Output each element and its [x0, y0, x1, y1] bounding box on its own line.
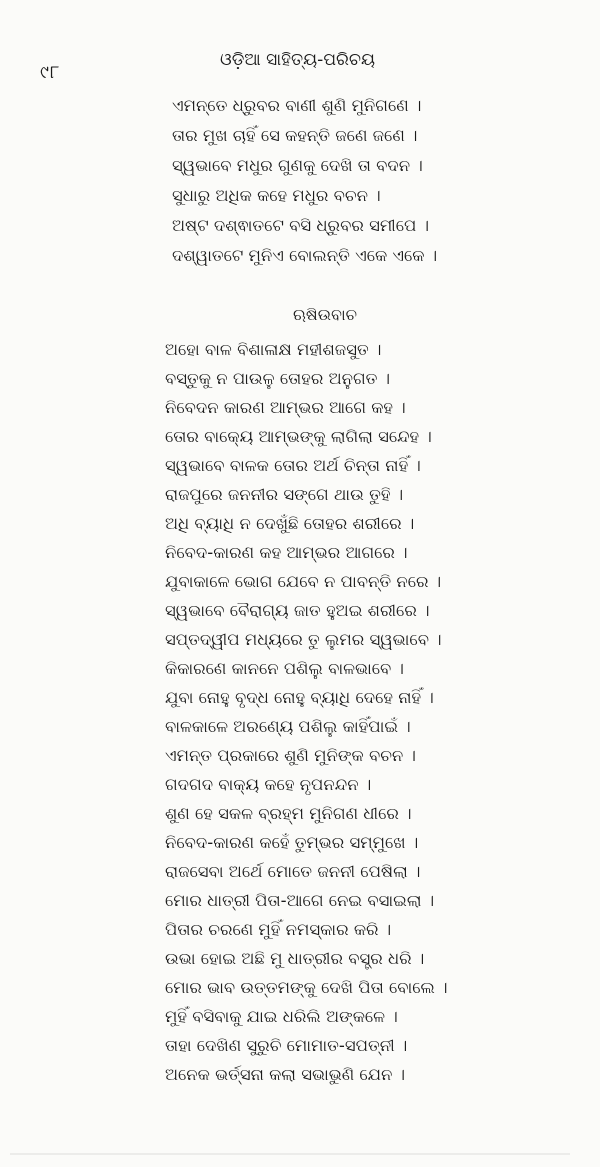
verse-line: ରାଜପୁରେ ଜନନୀର ସଙ୍ଗେ ଥାଉ ତୁହି ।	[165, 485, 404, 504]
verse-line: ଅଧି ବ୍ୟାଧି ନ ଦେଖୁଁଛି ତୋହର ଶରୀରେ ।	[165, 514, 415, 533]
verse-line: ଦଶ୍ୱାତଟେ ମୁନିଏ ବୋଲନ୍ତି ଏକେ ଏକେ ।	[172, 246, 438, 265]
verse-line: ନିବେଦନ କାରଣ ଆମ୍ଭର ଆଗେ କହ ।	[165, 398, 406, 417]
verse-line: ଯୁବାକାଳେ ଭୋଗ ଯେବେ ନ ପାବନ୍ତି ନରେ ।	[165, 572, 442, 591]
page-edge-shadow	[10, 1153, 570, 1155]
verse-line: ନିବେଦ-କାରଣ କହେଁ ତୁମ୍ଭର ସମ୍ମୁଖେ ।	[165, 833, 419, 852]
verse-line: ମୋର ଭାବ ଉତ୍ତମଙ୍କୁ ଦେଖି ପିତା ବୋଲେ ।	[165, 978, 448, 997]
verse-line: ଏମନ୍ତ ପ୍ରକାରେ ଶୁଣି ମୁନିଙ୍କ ବଚନ ।	[165, 746, 416, 765]
verse-line: ମୋର ଧାତ୍ରୀ ପିତା-ଆଗେ ନେଇ ବସାଇଲା ।	[165, 891, 435, 910]
verse-line: ସ୍ୱଭାବେ ବୈରାଗ୍ୟ ଜାତ ହୁଅଇ ଶରୀରେ ।	[165, 601, 430, 620]
verse-line: ସ୍ୱଭାବେ ମଧୁର ଗୁଣକୁ ଦେଖି ତା ବଦନ ।	[172, 156, 423, 175]
verse-line: ତାହା ଦେଖିଣ ସୁରୁଚି ମୋମାତ-ସପତ୍ନୀ ।	[165, 1036, 408, 1055]
verse-line: ଅଷ୍ଟ ଦଶ୍ଵାତଟେ ବସି ଧ୍ରୁବର ସମୀପେ ।	[172, 216, 430, 235]
verse-line: ସପ୍ତଦ୍ୱୀପ ମଧ୍ୟରେ ତୁ ଲୁମର ସ୍ୱଭାବେ ।	[165, 630, 442, 649]
verse-line: ଅନେକ ଭର୍ତ୍ସନା କଲା ସଭାଭୁଣି ଯେନ ।	[165, 1065, 406, 1084]
verse-line: ସ୍ୱଭାବେ ବାଳକ ତୋର ଅର୍ଥ ଚିନ୍ତା ନାହିଁ ।	[165, 456, 421, 475]
verse-line: ବାଳକାଳେ ଅରଣ୍ୟେ ପଶିଲୁ କାହିଁପାଇଁ ।	[165, 717, 411, 736]
verse-line: ତୋର ବାକ୍ୟେ ଆମ୍ଭଙ୍କୁ ଲାଗିଲା ସନ୍ଦେହ ।	[165, 427, 432, 446]
verse-line: ନିବେଦ-କାରଣ କହ ଆମ୍ଭର ଆଗରେ ।	[165, 543, 408, 562]
verse-line: ଅହୋ ବାଳ ବିଶାଳାକ୍ଷ ମହୀଶଜସୁତ ।	[165, 340, 382, 359]
verse-line: ଏମନ୍ତେ ଧ୍ରୁବର ବାଣୀ ଶୁଣି ମୁନିଗଣେ ।	[172, 96, 422, 115]
verse-line: ଉଭା ହୋଇ ଅଛି ମୁ ଧାତ୍ରୀର ବସ୍ତ୍ର ଧରି ।	[165, 949, 425, 968]
verse-line: ତାର ମୁଖ ଚାହିଁ ସେ କହନ୍ତି ଜଣେ ଜଣେ ।	[172, 126, 418, 145]
verse-line: ମୁହିଁ ବସିବାକୁ ଯାଇ ଧରିଲି ଅଙ୍କଳେ ।	[165, 1007, 398, 1026]
verse-line: ଶୁଣ ହେ ସକଳ ବ୍ରହ୍ମ ମୁନିଗଣ ଧୀରେ ।	[165, 804, 412, 823]
running-head: ଓଡ଼ିଆ ସାହିତ୍ୟ-ପରିଚୟ	[220, 50, 376, 70]
section-heading: ଋଷିଉବାଚ	[293, 305, 357, 324]
verse-line: ସୁଧାରୁ ଅଧିକ କହେ ମଧୁର ବଚନ ।	[172, 186, 381, 205]
verse-line: ଗଦଗଦ ବାକ୍ୟ କହେ ନୃପନନ୍ଦନ ।	[165, 775, 372, 794]
verse-line: ଯୁବା ନୋହୁ ବୃଦ୍ଧ ନୋହୁ ବ୍ୟାଧି ଦେହେ ନାହିଁ ।	[165, 688, 434, 707]
page-number: ୯୮	[40, 62, 61, 83]
verse-line: କିକାରଣେ କାନନେ ପଶିଲୁ ବାଳଭାବେ ।	[165, 659, 404, 678]
verse-line: ରାଜସେବା ଅର୍ଥେ ମୋତେ ଜନନୀ ପେଷିଲା ।	[165, 862, 421, 881]
verse-line: ପିତାର ଚରଣେ ମୁହିଁ ନମସ୍କାର କରି ।	[165, 920, 392, 939]
verse-line: ବସ୍ତୁକୁ ନ ପାଉଳୁ ତୋହର ଅନୁଗତ ।	[165, 369, 391, 388]
